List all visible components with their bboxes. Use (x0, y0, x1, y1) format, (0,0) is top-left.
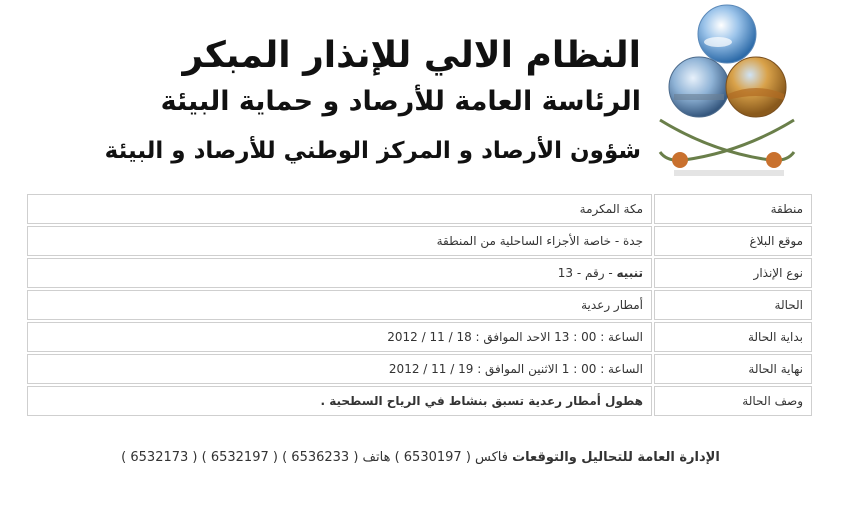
table-row (27, 354, 812, 384)
row-label: بداية الحالة (654, 322, 812, 352)
row-value: جدة - خاصة الأجزاء الساحلية من المنطقة (27, 226, 652, 256)
department-name: الإدارة العامة للتحاليل والتوقعات (512, 450, 720, 465)
row-value: الساعة : 00 : 13 الاحد الموافق : 18 / 11 / 2012 (27, 322, 652, 352)
table-row (27, 386, 812, 416)
header-subtitle: الرئاسة العامة للأرصاد و حماية البيئة (160, 86, 641, 117)
row-label: وصف الحالة (654, 386, 812, 416)
row-value: هطول أمطار رعدية تسبق بنشاط في الرياح السطحية . (27, 386, 652, 416)
row-value (27, 258, 652, 288)
contact-footer (0, 450, 841, 465)
table-row (27, 226, 812, 256)
alert-details-table (25, 192, 814, 418)
row-label: منطقة (654, 194, 812, 224)
alert-number: - رقم - 13 (557, 266, 617, 280)
header-title: النظام الالي للإنذار المبكر (182, 35, 641, 76)
row-value: أمطار رعدية (27, 290, 652, 320)
alert-type: تنبيه (616, 266, 643, 280)
header-titles (105, 34, 641, 168)
row-label: الحالة (654, 290, 812, 320)
contact-numbers: فاكس ( 6530197 ) هاتف ( 6536233 ) ( 6532197 ) ( 6532173 ) (121, 450, 513, 465)
table-row (27, 258, 812, 288)
row-label: نهاية الحالة (654, 354, 812, 384)
row-label: موقع البلاغ (654, 226, 812, 256)
emblem-spheres-swords-icon (652, 2, 802, 190)
table-row (27, 290, 812, 320)
table-row (27, 194, 812, 224)
page-header (0, 0, 841, 192)
row-value: الساعة : 00 : 1 الاثنين الموافق : 19 / 11 / 2012 (27, 354, 652, 384)
table-row (27, 322, 812, 352)
row-value: مكة المكرمة (27, 194, 652, 224)
header-department: شؤون الأرصاد و المركز الوطني للأرصاد و البيئة (104, 138, 641, 164)
row-label: نوع الإنذار (654, 258, 812, 288)
